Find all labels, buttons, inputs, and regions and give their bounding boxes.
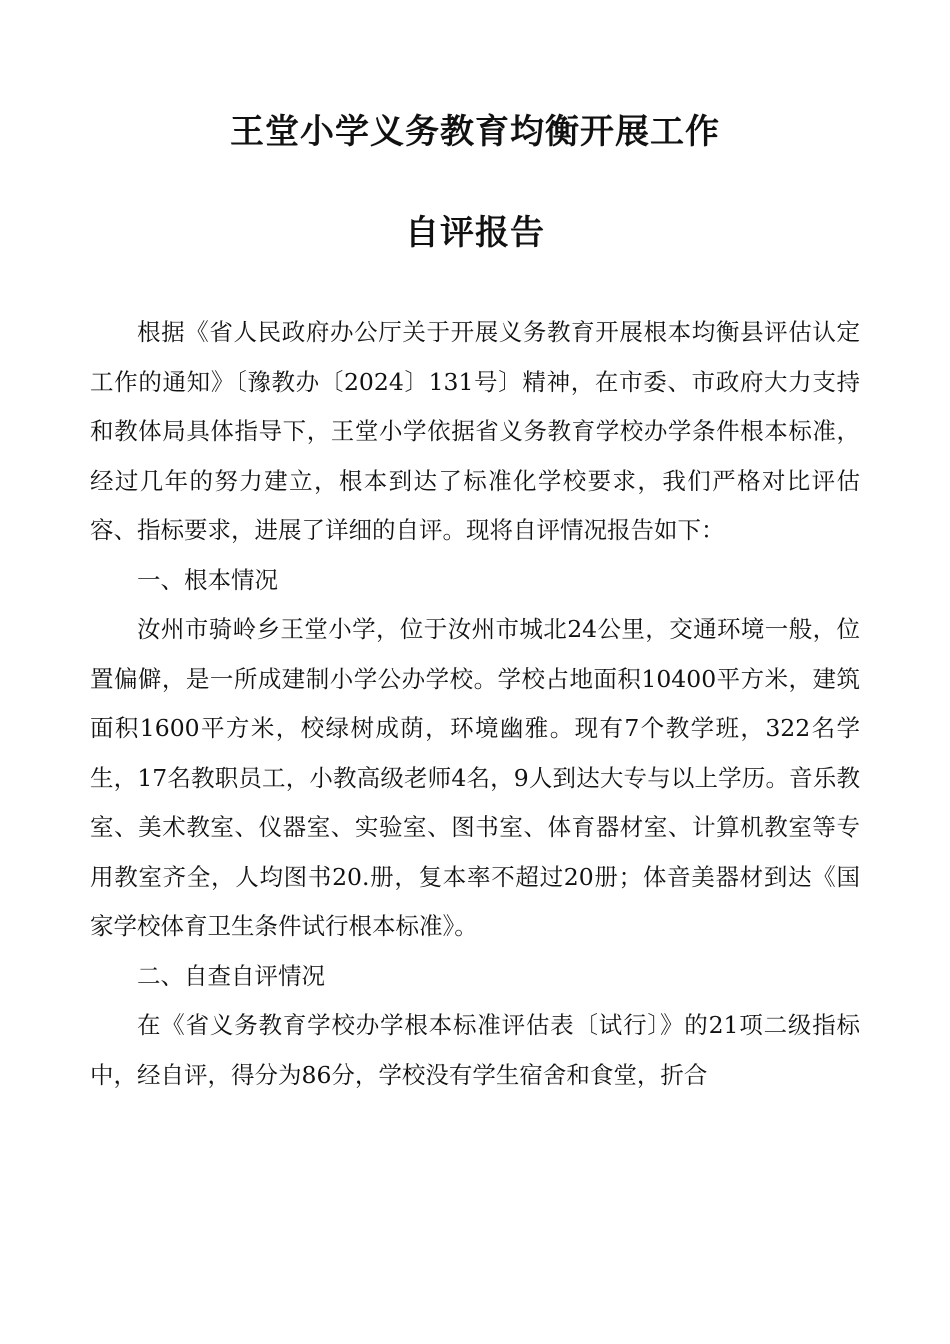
section1-heading: 一、根本情况 (137, 565, 278, 594)
document-body (90, 308, 860, 1100)
intro-paragraph: 根据《省人民政府办公厅关于开展义务教育开展根本均衡县评估认定工作的通知》〔豫教办〔2024〕131号〕精神，在市委、市政府大力支持和教体局具体指导下，王堂小学依据省义务教育学校办学条件根本标准，经过几年的努力建立，根本到达了标准化学校要求，我们严格对比评估容、指标要求，进展了详细的自评。现将自评情况报告如下： (90, 318, 860, 544)
document-title-line1: 王堂小学义务教育均衡开展工作 (230, 112, 720, 152)
section2-paragraph: 在《省义务教育学校办学根本标准评估表〔试行〕》的21项二级指标中，经自评，得分为86分，学校没有学生宿舍和食堂，折合 (90, 1011, 860, 1089)
document-title-line2: 自评报告 (405, 213, 545, 253)
section2-heading: 二、自查自评情况 (137, 961, 325, 990)
section1-paragraph: 汝州市骑岭乡王堂小学，位于汝州市城北24公里，交通环境一般，位置偏僻，是一所成建制小学公办学校。学校占地面积10400平方米，建筑面积1600平方米，校绿树成荫，环境幽雅。现有7个教学班，322名学生，17名教职员工，小教高级老师4名，9人到达大专与以上学历。音乐教室、美术教室、仪器室、实验室、图书室、体育器材室、计算机教室等专用教室齐全，人均图书20.册，复本率不超过20册；体音美器材到达《国家学校体育卫生条件试行根本标准》。 (90, 615, 860, 940)
